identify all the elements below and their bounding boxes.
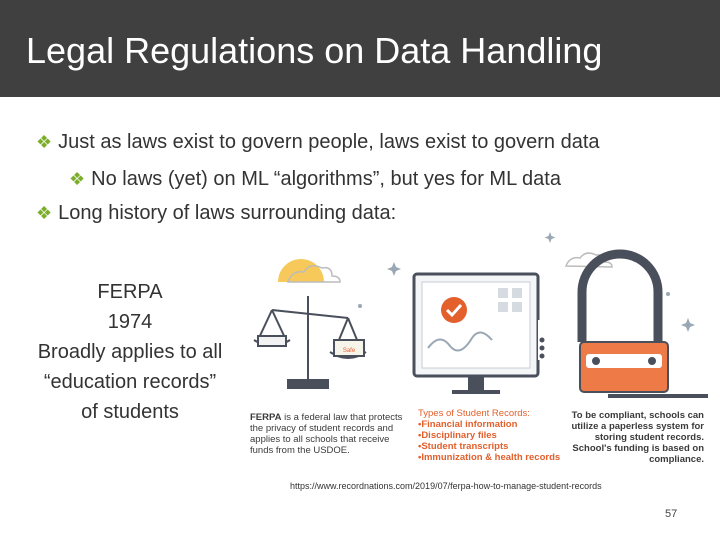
- bullet-mark-icon: ❖: [69, 169, 86, 189]
- record-type-item: •Financial information: [418, 419, 518, 430]
- ferpa-summary: [10, 277, 250, 427]
- ferpa-line-2: “education records”: [43, 371, 217, 393]
- bullet-mark-icon: ❖: [36, 132, 53, 152]
- checkmark-icon: [441, 297, 467, 323]
- record-type-item: •Immunization & health records: [418, 452, 561, 463]
- source-url: https://www.recordnations.com/2019/07/ferpa-how-to-manage-student-records: [290, 481, 602, 491]
- bullet-2: [69, 168, 561, 191]
- sun-icon: [278, 259, 324, 282]
- bullet-2-text: No laws (yet) on ML “algorithms”, but yes for ML data: [91, 168, 561, 190]
- ferpa-line-1: Broadly applies to all: [37, 341, 223, 363]
- bullet-3: [36, 202, 396, 225]
- bullet-mark-icon: ❖: [36, 203, 53, 223]
- ferpa-year: 1974: [107, 311, 153, 333]
- ferpa-caption-text: is a federal law that protects the privacy of student records and applies to all schools that receive funds from the USDOE.: [250, 412, 403, 456]
- ferpa-line-3: of students: [81, 401, 179, 423]
- bullet-1: [36, 131, 600, 154]
- title-bar: [0, 0, 720, 97]
- ferpa-definition-caption: [250, 412, 408, 456]
- slide-title: Legal Regulations on Data Handling: [26, 30, 603, 71]
- ferpa-name: FERPA: [97, 281, 163, 303]
- bullet-1-text: Just as laws exist to govern people, laws exist to govern data: [58, 131, 600, 153]
- scale-icon: [254, 296, 366, 388]
- record-type-item: •Student transcripts: [418, 441, 509, 452]
- monitor-icon: [414, 274, 545, 394]
- record-type-item: •Disciplinary files: [418, 430, 497, 441]
- compliance-caption: To be compliant, schools can utilize a paperless system for storing student records. School's funding is based on compliance.: [571, 410, 704, 465]
- scale-tag: Safe: [342, 348, 356, 354]
- page-number: 57: [665, 508, 678, 520]
- record-types-heading: Types of Student Records:: [418, 408, 530, 419]
- ferpa-caption-lead: FERPA: [250, 412, 282, 423]
- record-types-caption: [418, 408, 578, 463]
- bullet-3-text: Long history of laws surrounding data:: [58, 202, 397, 224]
